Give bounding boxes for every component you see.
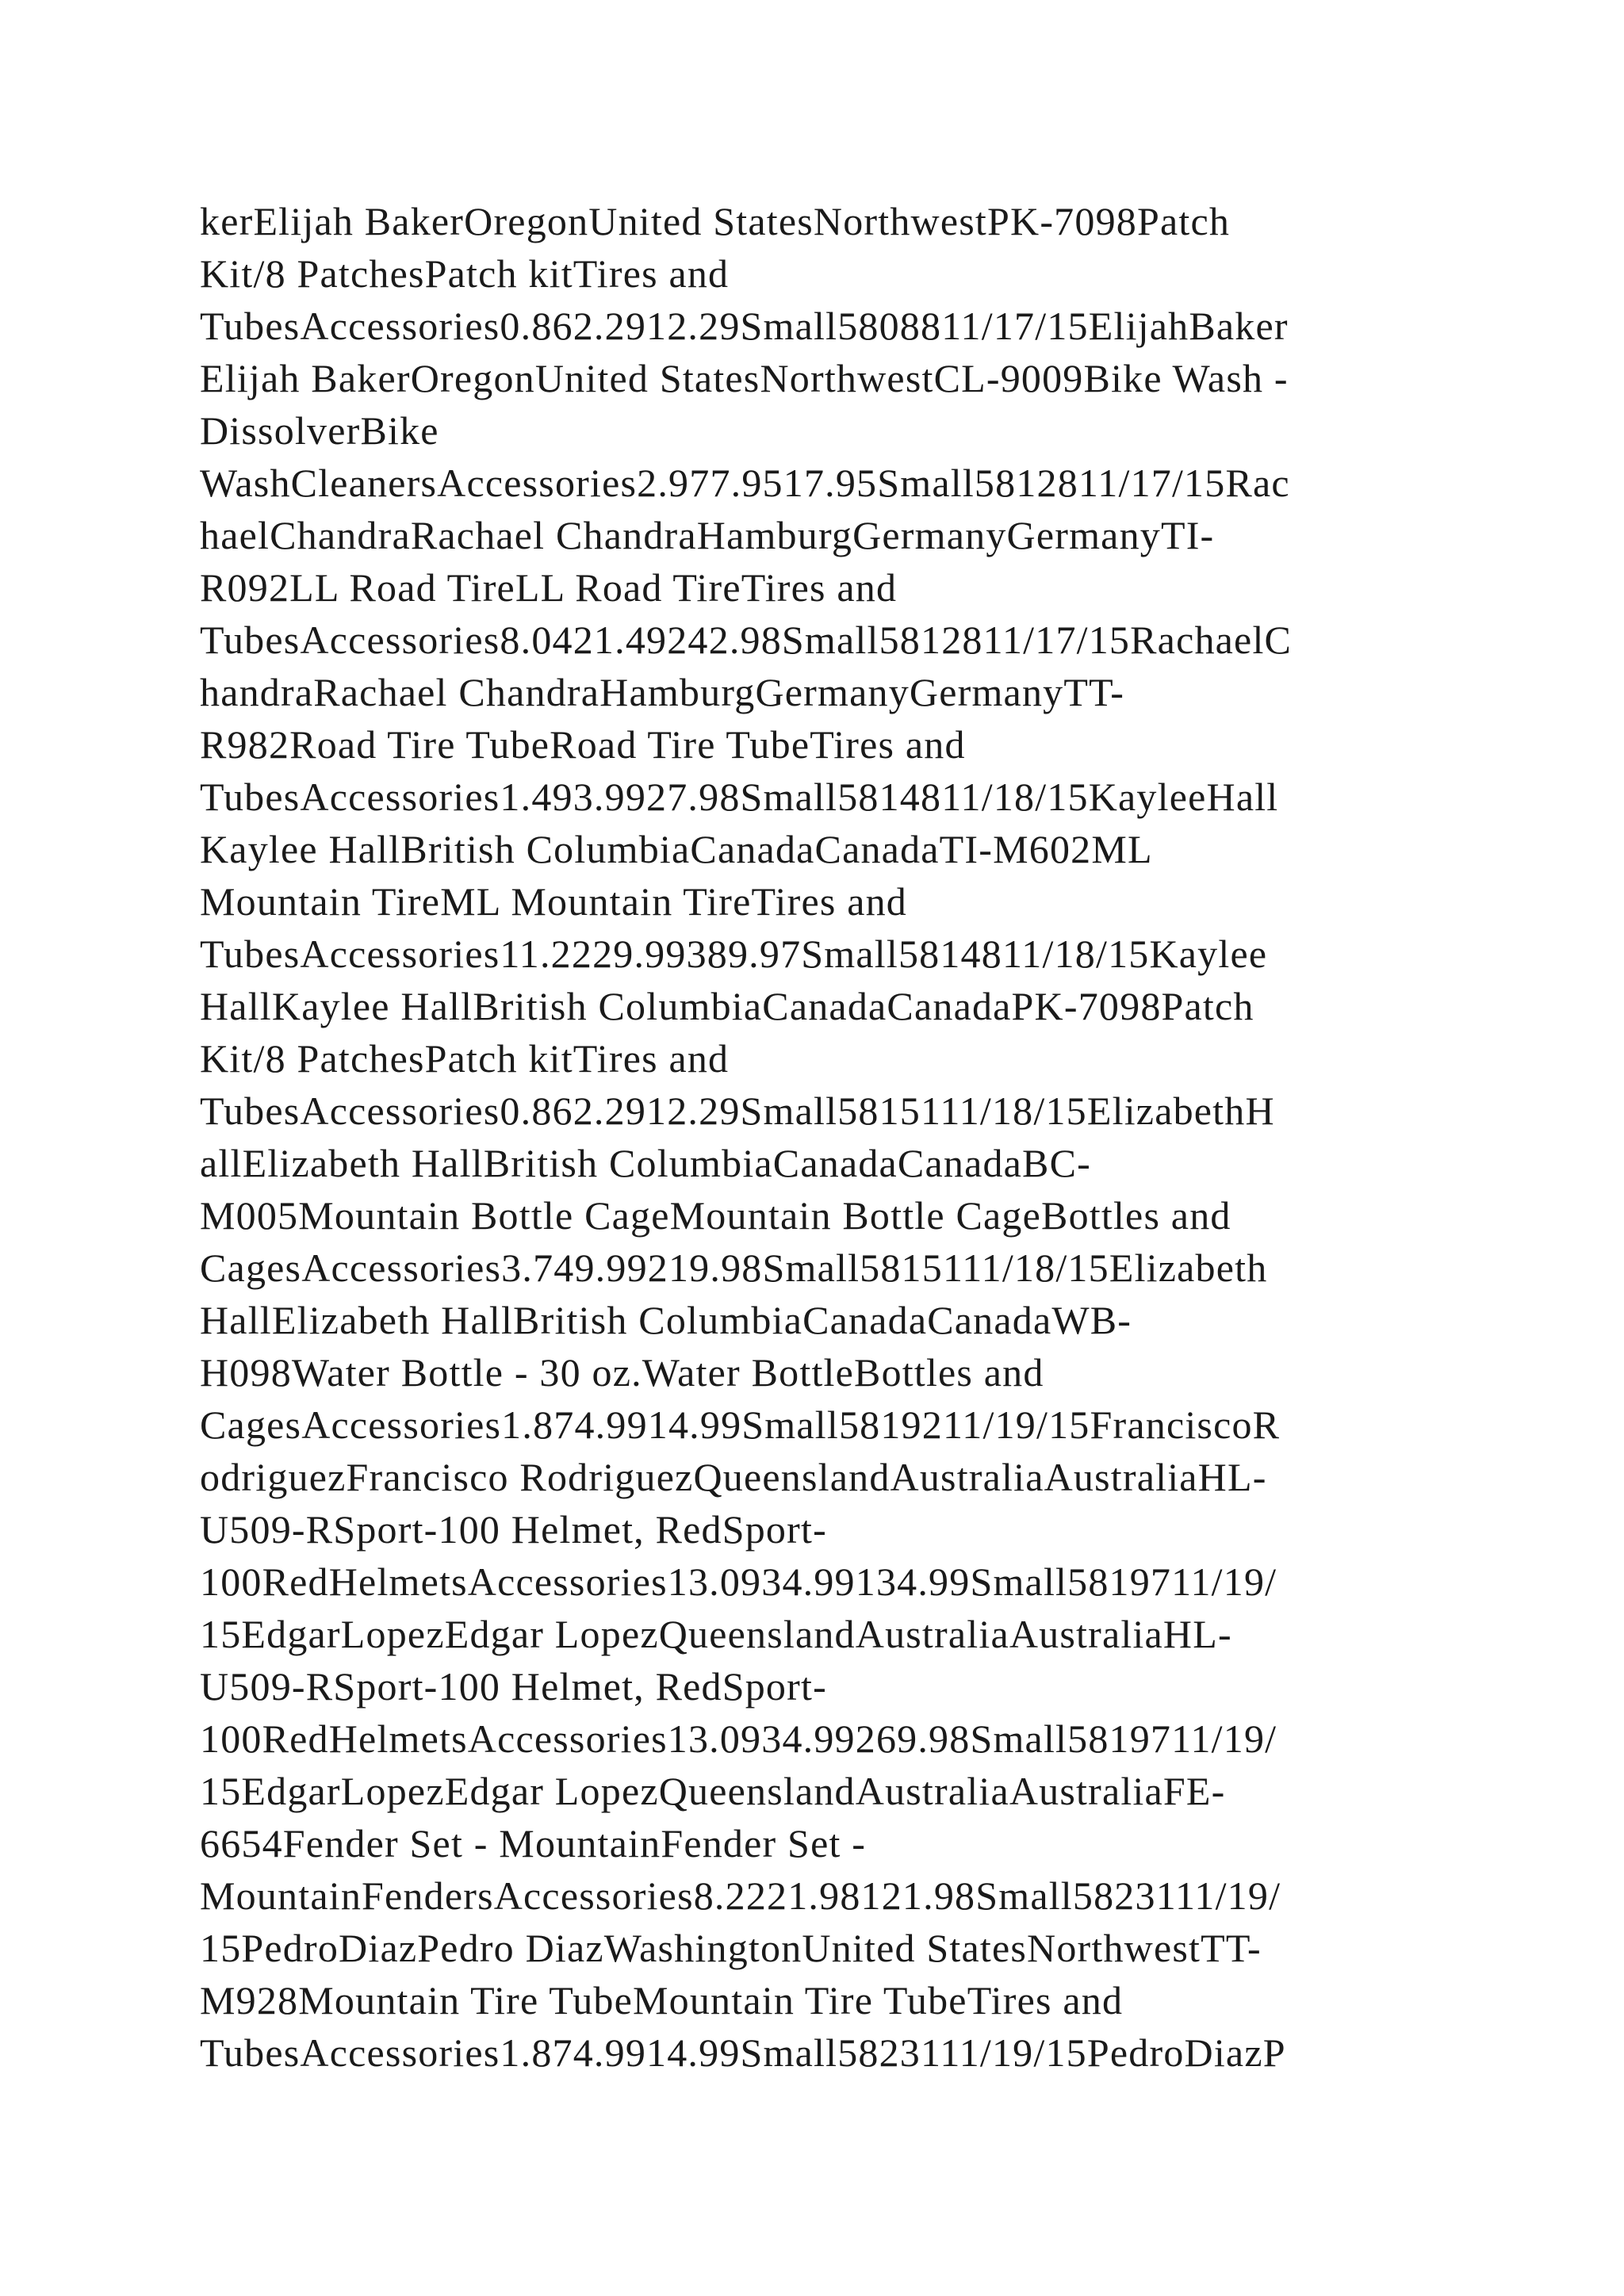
text-line: 15EdgarLopezEdgar LopezQueenslandAustraliaAustraliaFE- — [200, 1769, 1226, 1813]
text-line: DissolverBike — [200, 408, 439, 453]
text-line: WashCleanersAccessories2.977.9517.95Small5812811/17/15Rac — [200, 461, 1290, 505]
text-line: Kaylee HallBritish ColumbiaCanadaCanadaTI-M602ML — [200, 827, 1153, 871]
text-line: 100RedHelmetsAccessories13.0934.99134.99Small5819711/19/ — [200, 1559, 1277, 1604]
text-line: Kit/8 PatchesPatch kitTires and — [200, 251, 730, 296]
text-line: MountainFendersAccessories8.2221.98121.98Small5823111/19/ — [200, 1873, 1281, 1918]
text-line: allElizabeth HallBritish ColumbiaCanadaCanadaBC- — [200, 1141, 1092, 1185]
text-line: 15EdgarLopezEdgar LopezQueenslandAustraliaAustraliaHL- — [200, 1612, 1232, 1656]
text-line: haelChandraRachael ChandraHamburgGermanyGermanyTI- — [200, 513, 1215, 557]
text-line: 6654Fender Set - MountainFender Set - — [200, 1821, 867, 1866]
text-line: odriguezFrancisco RodriguezQueenslandAustraliaAustraliaHL- — [200, 1455, 1267, 1499]
text-line: TubesAccessories8.0421.49242.98Small5812811/17/15RachaelC — [200, 618, 1293, 662]
text-line: TubesAccessories1.874.9914.99Small5823111/19/15PedroDiazP — [200, 2030, 1286, 2075]
text-line: CagesAccessories1.874.9914.99Small5819211/19/15FranciscoR — [200, 1402, 1281, 1447]
text-line: R982Road Tire TubeRoad Tire TubeTires and — [200, 722, 966, 767]
text-line: U509-RSport-100 Helmet, RedSport- — [200, 1664, 827, 1709]
text-line: H098Water Bottle - 30 oz.Water BottleBottles and — [200, 1350, 1044, 1395]
document-text-block — [200, 195, 1437, 2079]
text-line: TubesAccessories1.493.9927.98Small5814811/18/15KayleeHall — [200, 775, 1279, 819]
text-line: CagesAccessories3.749.99219.98Small5815111/18/15Elizabeth — [200, 1246, 1268, 1290]
text-line: 100RedHelmetsAccessories13.0934.99269.98Small5819711/19/ — [200, 1716, 1277, 1761]
text-line: M928Mountain Tire TubeMountain Tire TubeTires and — [200, 1978, 1124, 2022]
text-line: HallKaylee HallBritish ColumbiaCanadaCanadaPK-7098Patch — [200, 984, 1254, 1028]
text-line: TubesAccessories11.2229.99389.97Small5814811/18/15Kaylee — [200, 932, 1268, 976]
text-line: Elijah BakerOregonUnited StatesNorthwestCL-9009Bike Wash - — [200, 356, 1289, 400]
text-line: TubesAccessories0.862.2912.29Small5808811/17/15ElijahBaker — [200, 304, 1289, 348]
text-line: 15PedroDiazPedro DiazWashingtonUnited StatesNorthwestTT- — [200, 1926, 1262, 1970]
text-line: TubesAccessories0.862.2912.29Small5815111/18/15ElizabethH — [200, 1089, 1275, 1133]
text-line: handraRachael ChandraHamburgGermanyGermanyTT- — [200, 670, 1125, 714]
text-line: Mountain TireML Mountain TireTires and — [200, 879, 908, 924]
text-line: HallElizabeth HallBritish ColumbiaCanadaCanadaWB- — [200, 1298, 1132, 1342]
text-line: kerElijah BakerOregonUnited StatesNorthwestPK-7098Patch — [200, 199, 1231, 243]
text-line: Kit/8 PatchesPatch kitTires and — [200, 1036, 730, 1081]
text-line: M005Mountain Bottle CageMountain Bottle CageBottles and — [200, 1193, 1231, 1238]
text-line: R092LL Road TireLL Road TireTires and — [200, 565, 898, 610]
text-line: U509-RSport-100 Helmet, RedSport- — [200, 1507, 827, 1552]
